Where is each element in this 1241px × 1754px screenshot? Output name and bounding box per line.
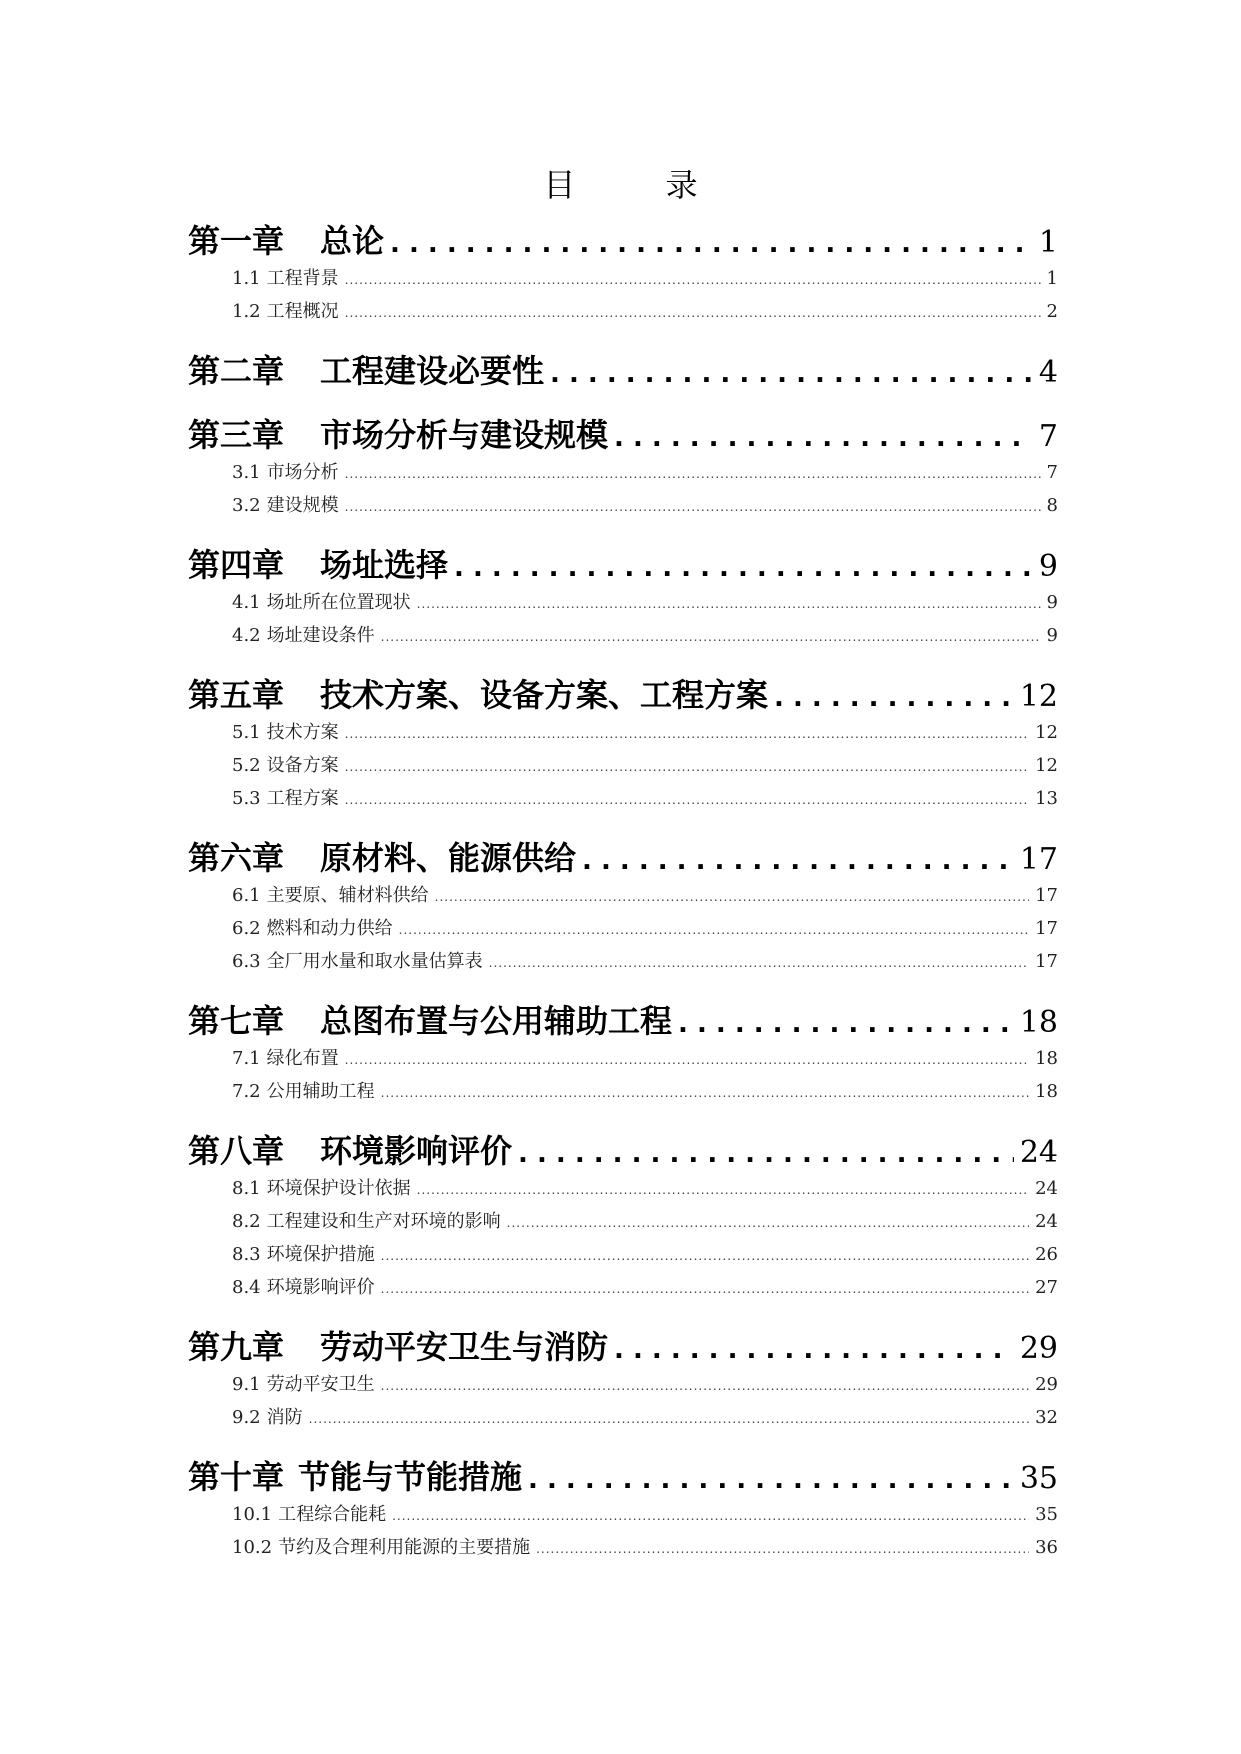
section-number: 4.1 [232, 592, 261, 613]
section-number: 1.2 [232, 301, 261, 322]
section-number: 6.2 [232, 918, 261, 939]
dot-leader [774, 676, 1014, 714]
section-number: 8.4 [232, 1277, 261, 1298]
section-title: 工程背景 [266, 268, 339, 289]
toc-section-entry[interactable] [188, 1077, 1058, 1110]
section-number: 5.2 [232, 755, 261, 776]
section-title: 主要原、辅材料供给 [266, 885, 429, 906]
section-page-number: 26 [1035, 1244, 1058, 1265]
section-title: 环境保护措施 [266, 1244, 375, 1265]
dot-leader [345, 495, 1041, 516]
table-of-contents [188, 216, 1058, 1566]
section-title: 绿化布置 [266, 1048, 339, 1069]
section-page-number: 18 [1035, 1048, 1058, 1069]
dot-leader [528, 1458, 1014, 1496]
section-title: 设备方案 [266, 755, 339, 776]
dot-leader [536, 1537, 1029, 1558]
section-title: 场址所在位置现状 [266, 592, 411, 613]
chapter-page-number: 7 [1038, 419, 1058, 454]
toc-section-entry[interactable] [188, 1174, 1058, 1207]
section-number: 6.3 [232, 951, 261, 972]
toc-section-entry[interactable] [188, 1403, 1058, 1436]
dot-leader [345, 722, 1029, 743]
chapter-title: 劳动平安卫生与消防 [320, 1328, 609, 1366]
section-number: 9.1 [232, 1374, 261, 1395]
toc-chapter-entry[interactable] [188, 833, 1058, 881]
section-page-number: 1 [1046, 268, 1058, 289]
section-title: 工程方案 [266, 788, 339, 809]
dot-leader [614, 416, 1033, 454]
chapter-title: 环境影响评价 [320, 1132, 513, 1170]
chapter-title: 工程建设必要性 [320, 352, 545, 390]
chapter-title: 场址选择 [320, 546, 449, 584]
toc-section-entry[interactable] [188, 1240, 1058, 1273]
section-number: 9.2 [232, 1407, 261, 1428]
dot-leader [678, 1002, 1014, 1040]
section-number: 7.1 [232, 1048, 261, 1069]
section-page-number: 12 [1035, 722, 1058, 743]
section-page-number: 9 [1046, 625, 1058, 646]
toc-section-entry[interactable] [188, 588, 1058, 621]
section-page-number: 32 [1035, 1407, 1058, 1428]
chapter-page-number: 35 [1019, 1461, 1058, 1496]
dot-leader [417, 592, 1041, 613]
chapter-title: 技术方案、设备方案、工程方案 [320, 676, 769, 714]
dot-leader [309, 1407, 1029, 1428]
toc-section-entry[interactable] [188, 264, 1058, 297]
section-title: 环境保护设计依据 [266, 1178, 411, 1199]
chapter-number: 第七章 [188, 1002, 285, 1040]
toc-section-entry[interactable] [188, 1370, 1058, 1403]
toc-section-entry[interactable] [188, 1044, 1058, 1077]
section-number: 8.3 [232, 1244, 261, 1265]
section-title: 建设规模 [266, 495, 339, 516]
section-page-number: 24 [1035, 1211, 1058, 1232]
section-number: 1.1 [232, 268, 261, 289]
section-title: 工程综合能耗 [278, 1504, 387, 1525]
dot-leader [518, 1132, 1014, 1170]
toc-section-entry[interactable] [188, 718, 1058, 751]
section-number: 8.2 [232, 1211, 261, 1232]
toc-section-entry[interactable] [188, 1273, 1058, 1306]
toc-section-entry[interactable] [188, 621, 1058, 654]
toc-chapter-entry[interactable] [188, 996, 1058, 1044]
section-number: 4.2 [232, 625, 261, 646]
section-page-number: 29 [1035, 1374, 1058, 1395]
chapter-number: 第五章 [188, 676, 285, 714]
dot-leader [381, 1081, 1029, 1102]
dot-leader [582, 839, 1014, 877]
dot-leader [381, 625, 1041, 646]
dot-leader [381, 1277, 1029, 1298]
dot-leader [489, 951, 1029, 972]
section-title: 劳动平安卫生 [266, 1374, 375, 1395]
section-title: 技术方案 [266, 722, 339, 743]
dot-leader [345, 268, 1041, 289]
section-title: 场址建设条件 [266, 625, 375, 646]
chapter-number: 第二章 [188, 352, 285, 390]
toc-section-entry[interactable] [188, 947, 1058, 980]
section-page-number: 13 [1035, 788, 1058, 809]
dot-leader [345, 462, 1041, 483]
section-number: 5.1 [232, 722, 261, 743]
toc-chapter-entry[interactable] [188, 1452, 1058, 1500]
chapter-page-number: 29 [1019, 1331, 1058, 1366]
dot-leader [435, 885, 1029, 906]
toc-section-entry[interactable] [188, 914, 1058, 947]
section-page-number: 12 [1035, 755, 1058, 776]
toc-section-entry[interactable] [188, 491, 1058, 524]
chapter-number: 第八章 [188, 1132, 285, 1170]
section-number: 7.2 [232, 1081, 261, 1102]
toc-section-entry[interactable] [188, 1500, 1058, 1533]
section-title: 工程建设和生产对环境的影响 [266, 1211, 501, 1232]
dot-leader [390, 222, 1033, 260]
section-page-number: 36 [1035, 1537, 1058, 1558]
dot-leader [399, 918, 1029, 939]
chapter-page-number: 18 [1019, 1005, 1058, 1040]
section-title: 节约及合理利用能源的主要措施 [278, 1537, 531, 1558]
section-number: 10.2 [232, 1537, 273, 1558]
section-page-number: 8 [1046, 495, 1058, 516]
section-title: 公用辅助工程 [266, 1081, 375, 1102]
dot-leader [614, 1328, 1014, 1366]
section-title: 市场分析 [266, 462, 339, 483]
toc-section-entry[interactable] [188, 458, 1058, 491]
dot-leader [507, 1211, 1029, 1232]
chapter-page-number: 4 [1038, 355, 1058, 390]
chapter-number: 第一章 [188, 222, 285, 260]
toc-chapter-entry[interactable] [188, 410, 1058, 458]
section-number: 6.1 [232, 885, 261, 906]
dot-leader [392, 1504, 1029, 1525]
dot-leader [417, 1178, 1029, 1199]
chapter-title: 总论 [320, 222, 385, 260]
section-number: 10.1 [232, 1504, 273, 1525]
section-number: 3.1 [232, 462, 261, 483]
section-page-number: 27 [1035, 1277, 1058, 1298]
dot-leader [345, 755, 1029, 776]
section-page-number: 17 [1035, 951, 1058, 972]
dot-leader [345, 301, 1041, 322]
toc-title: 目 录 [543, 166, 738, 204]
toc-section-entry[interactable] [188, 1207, 1058, 1240]
toc-chapter-entry[interactable] [188, 1126, 1058, 1174]
section-page-number: 35 [1035, 1504, 1058, 1525]
section-page-number: 2 [1046, 301, 1058, 322]
section-page-number: 18 [1035, 1081, 1058, 1102]
chapter-number: 第六章 [188, 839, 285, 877]
dot-leader [550, 352, 1033, 390]
chapter-page-number: 9 [1038, 549, 1058, 584]
dot-leader [345, 788, 1029, 809]
section-page-number: 17 [1035, 885, 1058, 906]
toc-chapter-entry[interactable] [188, 346, 1058, 394]
section-title: 全厂用水量和取水量估算表 [266, 951, 483, 972]
toc-section-entry[interactable] [188, 1533, 1058, 1566]
dot-leader [381, 1374, 1029, 1395]
chapter-title: 节能与节能措施 [298, 1458, 523, 1496]
chapter-page-number: 24 [1019, 1135, 1058, 1170]
chapter-page-number: 12 [1019, 679, 1058, 714]
section-title: 环境影响评价 [266, 1277, 375, 1298]
chapter-page-number: 1 [1038, 225, 1058, 260]
chapter-number: 第九章 [188, 1328, 285, 1366]
toc-section-entry[interactable] [188, 751, 1058, 784]
chapter-title: 市场分析与建设规模 [320, 416, 609, 454]
chapter-number: 第三章 [188, 416, 285, 454]
section-number: 3.2 [232, 495, 261, 516]
section-title: 燃料和动力供给 [266, 918, 393, 939]
section-page-number: 17 [1035, 918, 1058, 939]
dot-leader [454, 546, 1033, 584]
chapter-number: 第四章 [188, 546, 285, 584]
chapter-number: 第十章 [188, 1458, 285, 1496]
section-page-number: 7 [1046, 462, 1058, 483]
chapter-title: 总图布置与公用辅助工程 [320, 1002, 673, 1040]
section-title: 消防 [266, 1407, 303, 1428]
section-number: 8.1 [232, 1178, 261, 1199]
chapter-title: 原材料、能源供给 [320, 839, 577, 877]
toc-section-entry[interactable] [188, 297, 1058, 330]
section-page-number: 9 [1046, 592, 1058, 613]
toc-section-entry[interactable] [188, 881, 1058, 914]
section-number: 5.3 [232, 788, 261, 809]
toc-chapter-entry[interactable] [188, 540, 1058, 588]
section-page-number: 24 [1035, 1178, 1058, 1199]
dot-leader [381, 1244, 1029, 1265]
toc-section-entry[interactable] [188, 784, 1058, 817]
chapter-page-number: 17 [1019, 842, 1058, 877]
section-title: 工程概况 [266, 301, 339, 322]
toc-chapter-entry[interactable] [188, 670, 1058, 718]
toc-chapter-entry[interactable] [188, 1322, 1058, 1370]
dot-leader [345, 1048, 1029, 1069]
toc-chapter-entry[interactable] [188, 216, 1058, 264]
